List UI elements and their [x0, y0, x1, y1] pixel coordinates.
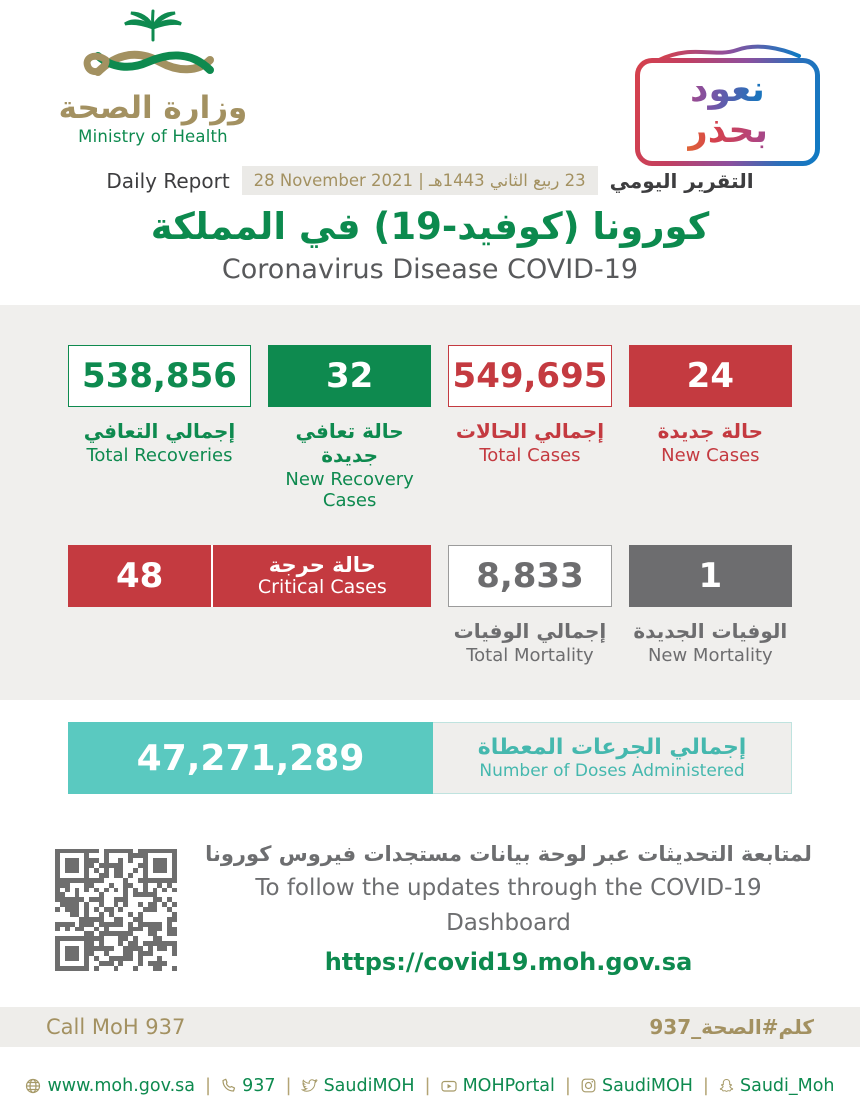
- new-mortality-value: 1: [629, 545, 792, 607]
- badge-frame: [635, 58, 820, 166]
- footer-item-snapchat[interactable]: Saudi_Moh: [709, 1076, 845, 1096]
- page-title-arabic: كورونا (كوفيد-19) في المملكة: [150, 205, 710, 248]
- report-date-box: 28 November 2021 | 23 ربيع الثاني 1443هـ: [242, 166, 598, 195]
- critical-cases-label-en: Critical Cases: [257, 576, 387, 599]
- dashboard-url-link[interactable]: https://covid19.moh.gov.sa: [324, 947, 693, 976]
- footer-item-twitter[interactable]: SaudiMOH: [292, 1076, 425, 1096]
- footer-social-bar: [0, 1075, 860, 1096]
- hashtag-health-label: كلم#الصحة_937: [649, 1015, 814, 1040]
- footer-separator: |: [702, 1075, 709, 1096]
- daily-report-label-en: Daily Report: [106, 168, 230, 193]
- new-recoveries-value: 32: [268, 345, 431, 407]
- globe-icon: [25, 1078, 41, 1094]
- new-cases-label-ar: حالة جديدة: [657, 419, 763, 443]
- phone-icon: [221, 1078, 236, 1093]
- footer-separator: |: [205, 1075, 212, 1096]
- new-recoveries-label-ar: حالة تعافي جديدة: [295, 419, 404, 467]
- report-date-line: [0, 166, 860, 195]
- logo-english-name: Ministry of Health: [78, 126, 228, 146]
- footer-item-phone[interactable]: 937: [211, 1076, 285, 1096]
- new-recoveries-label-en: New Recovery Cases: [285, 469, 414, 511]
- stat-card-critical-cases: [68, 545, 431, 607]
- logo-arabic-name: وزارة الصحة: [58, 90, 248, 126]
- stat-card-total-recoveries: [68, 345, 251, 511]
- doses-label-ar: إجمالي الجرعات المعطاة: [477, 734, 747, 760]
- total-cases-label-en: Total Cases: [479, 445, 581, 466]
- stat-card-new-cases: [629, 345, 792, 511]
- total-mortality-value: 8,833: [448, 545, 611, 607]
- youtube-icon: [441, 1079, 457, 1093]
- stat-card-total-mortality: [448, 545, 611, 666]
- footer-item-instagram[interactable]: SaudiMOH: [571, 1076, 703, 1096]
- call-moh-label: Call MoH 937: [46, 1015, 186, 1040]
- header: [0, 0, 860, 160]
- dashboard-section: [55, 838, 820, 981]
- qr-code: [55, 849, 177, 971]
- new-cases-label-en: New Cases: [661, 445, 760, 466]
- footer-separator: |: [424, 1075, 431, 1096]
- doses-administered-bar: [68, 722, 792, 794]
- critical-cases-label-ar: حالة حرجة: [268, 553, 376, 577]
- moh-logo: [38, 10, 268, 146]
- total-recoveries-label-en: Total Recoveries: [86, 445, 233, 466]
- critical-cases-value: 48: [68, 545, 213, 607]
- stats-row-2: [68, 545, 792, 666]
- return-with-caution-badge: [635, 42, 820, 166]
- total-mortality-label-en: Total Mortality: [466, 645, 594, 666]
- dashboard-text-ar: لمتابعة التحديثات عبر لوحة بيانات مستجدات فيروس كورونا: [205, 842, 812, 866]
- footer-item-website[interactable]: www.moh.gov.sa: [15, 1076, 205, 1096]
- stat-card-new-mortality: [629, 545, 792, 666]
- stats-row-1: [68, 345, 792, 511]
- stats-panel: [0, 305, 860, 700]
- badge-inner: [640, 63, 815, 161]
- footer-item-youtube[interactable]: MOHPortal: [431, 1076, 565, 1096]
- dashboard-text-en: To follow the updates through the COVID-19 Dashboard: [255, 874, 762, 937]
- total-cases-label-ar: إجمالي الحالات: [455, 419, 605, 443]
- instagram-icon: [581, 1078, 596, 1093]
- stat-card-new-recoveries: [268, 345, 431, 511]
- daily-report-label-ar: التقرير اليومي: [609, 168, 754, 193]
- new-mortality-label-ar: الوفيات الجديدة: [633, 619, 788, 643]
- doses-value: 47,271,289: [68, 722, 433, 794]
- total-recoveries-label-ar: إجمالي التعافي: [83, 419, 236, 443]
- stat-card-total-cases: [448, 345, 611, 511]
- moh-logo-icon: [68, 10, 238, 98]
- total-cases-value: 549,695: [448, 345, 611, 407]
- twitter-icon: [302, 1078, 318, 1093]
- new-cases-value: 24: [629, 345, 792, 407]
- footer-separator: |: [285, 1075, 292, 1096]
- footer-separator: |: [564, 1075, 571, 1096]
- total-recoveries-value: 538,856: [68, 345, 251, 407]
- new-mortality-label-en: New Mortality: [647, 645, 773, 666]
- total-mortality-label-ar: إجمالي الوفيات: [453, 619, 607, 643]
- page-title-english: Coronavirus Disease COVID-19: [221, 254, 639, 285]
- call-moh-strip: [0, 1007, 860, 1047]
- snapchat-icon: [719, 1078, 734, 1093]
- doses-label-en: Number of Doses Administered: [479, 761, 745, 782]
- badge-label: نعود بحذر: [687, 69, 768, 151]
